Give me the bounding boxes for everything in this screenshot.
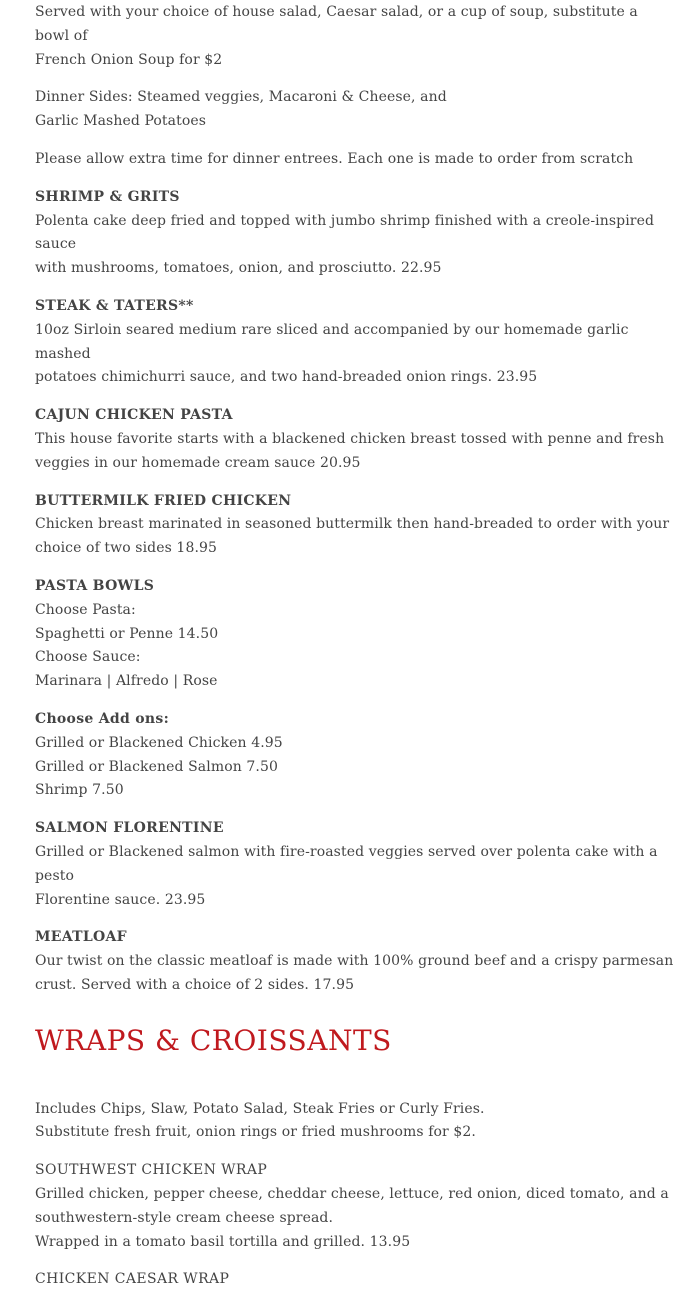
menu-item-southwest-chicken-wrap	[35, 1159, 675, 1254]
dish-description-line: Spaghetti or Penne 14.50	[35, 625, 219, 642]
menu-page	[35, 1, 675, 1306]
dish-description-line: Grilled or Blackened salmon with fire-roasted veggies served over polenta cake with a pesto	[35, 843, 658, 884]
menu-item-meatloaf	[35, 926, 675, 997]
dish-title: BUTTERMILK FRIED CHICKEN	[35, 492, 292, 509]
dish-description-line: crust. Served with a choice of 2 sides. 17.95	[35, 976, 355, 993]
menu-item-shrimp-grits	[35, 186, 675, 281]
dish-description-line: Choose Pasta:	[35, 601, 136, 618]
add-ons-title: Choose Add ons:	[35, 710, 170, 727]
dish-description-line: Florentine sauce. 23.95	[35, 891, 206, 908]
dish-title: PASTA BOWLS	[35, 577, 155, 594]
served-with-line-2: French Onion Soup for $2	[35, 51, 223, 68]
dish-description-line: Polenta cake deep fried and topped with jumbo shrimp finished with a creole-inspired sauce	[35, 212, 655, 253]
section-heading-wraps-croissants: WRAPS & CROISSANTS	[35, 1023, 392, 1057]
dinner-sides-line-2: Garlic Mashed Potatoes	[35, 113, 207, 130]
dish-title: CHICKEN CAESAR WRAP	[35, 1271, 230, 1288]
dish-title: SOUTHWEST CHICKEN WRAP	[35, 1162, 268, 1179]
dish-description-line: potatoes chimichurri sauce, and two hand-breaded onion rings. 23.95	[35, 369, 538, 386]
dish-description-line: Wrapped in a tomato basil tortilla and grilled. 13.95	[35, 1233, 411, 1250]
wraps-includes-line-2: Substitute fresh fruit, onion rings or fried mushrooms for $2.	[35, 1124, 476, 1141]
dish-description-line: Our twist on the classic meatloaf is made with 100% ground beef and a crispy parmesan	[35, 953, 674, 970]
prep-time-line: Please allow extra time for dinner entrees. Each one is made to order from scratch	[35, 150, 634, 167]
dish-title: CAJUN CHICKEN PASTA	[35, 407, 233, 424]
served-with-line-1: Served with your choice of house salad, Caesar salad, or a cup of soup, substitute a bowl of	[35, 4, 638, 44]
dish-description-line: southwestern-style cream cheese spread.	[35, 1209, 334, 1226]
dish-description-line: choice of two sides 18.95	[35, 540, 218, 557]
wraps-includes-line-1: Includes Chips, Slaw, Potato Salad, Steak Fries or Curly Fries.	[35, 1100, 485, 1117]
served-with-note	[35, 1, 675, 72]
dish-description-line: Choose Sauce:	[35, 649, 141, 666]
dish-description-line: veggies in our homemade cream sauce 20.95	[35, 454, 361, 471]
dish-description-line: This house favorite starts with a blackened chicken breast tossed with penne and fresh	[35, 430, 665, 447]
dish-description-line: Marinara | Alfredo | Rose	[35, 673, 218, 690]
dinner-sides-line-1: Dinner Sides: Steamed veggies, Macaroni & Cheese, and	[35, 89, 447, 106]
wraps-includes-note	[35, 1098, 675, 1146]
menu-item-steak-taters	[35, 295, 675, 390]
add-on-line: Grilled or Blackened Chicken 4.95	[35, 734, 283, 751]
dinner-sides-note	[35, 86, 675, 134]
dish-description-line: with mushrooms, tomatoes, onion, and prosciutto. 22.95	[35, 260, 442, 277]
dish-description-line: Chicken breast marinated in seasoned buttermilk then hand-breaded to order with your	[35, 516, 670, 533]
menu-item-cajun-chicken-pasta	[35, 404, 675, 475]
menu-item-pasta-bowls	[35, 575, 675, 694]
menu-item-buttermilk-fried-chicken	[35, 490, 675, 561]
menu-item-salmon-florentine	[35, 817, 675, 912]
menu-item-chicken-caesar-wrap	[35, 1268, 675, 1292]
dish-title: SHRIMP & GRITS	[35, 188, 180, 205]
add-on-line: Grilled or Blackened Salmon 7.50	[35, 758, 278, 775]
dish-title: MEATLOAF	[35, 929, 127, 946]
dish-title: STEAK & TATERS**	[35, 297, 194, 314]
dish-description-line: Grilled chicken, pepper cheese, cheddar cheese, lettuce, red onion, diced tomato, and a	[35, 1186, 669, 1203]
add-on-line: Shrimp 7.50	[35, 782, 124, 799]
dish-description-line: 10oz Sirloin seared medium rare sliced and accompanied by our homemade garlic mashed	[35, 321, 629, 362]
dish-title: SALMON FLORENTINE	[35, 820, 224, 837]
prep-time-notice	[35, 148, 675, 172]
pasta-add-ons	[35, 708, 675, 803]
